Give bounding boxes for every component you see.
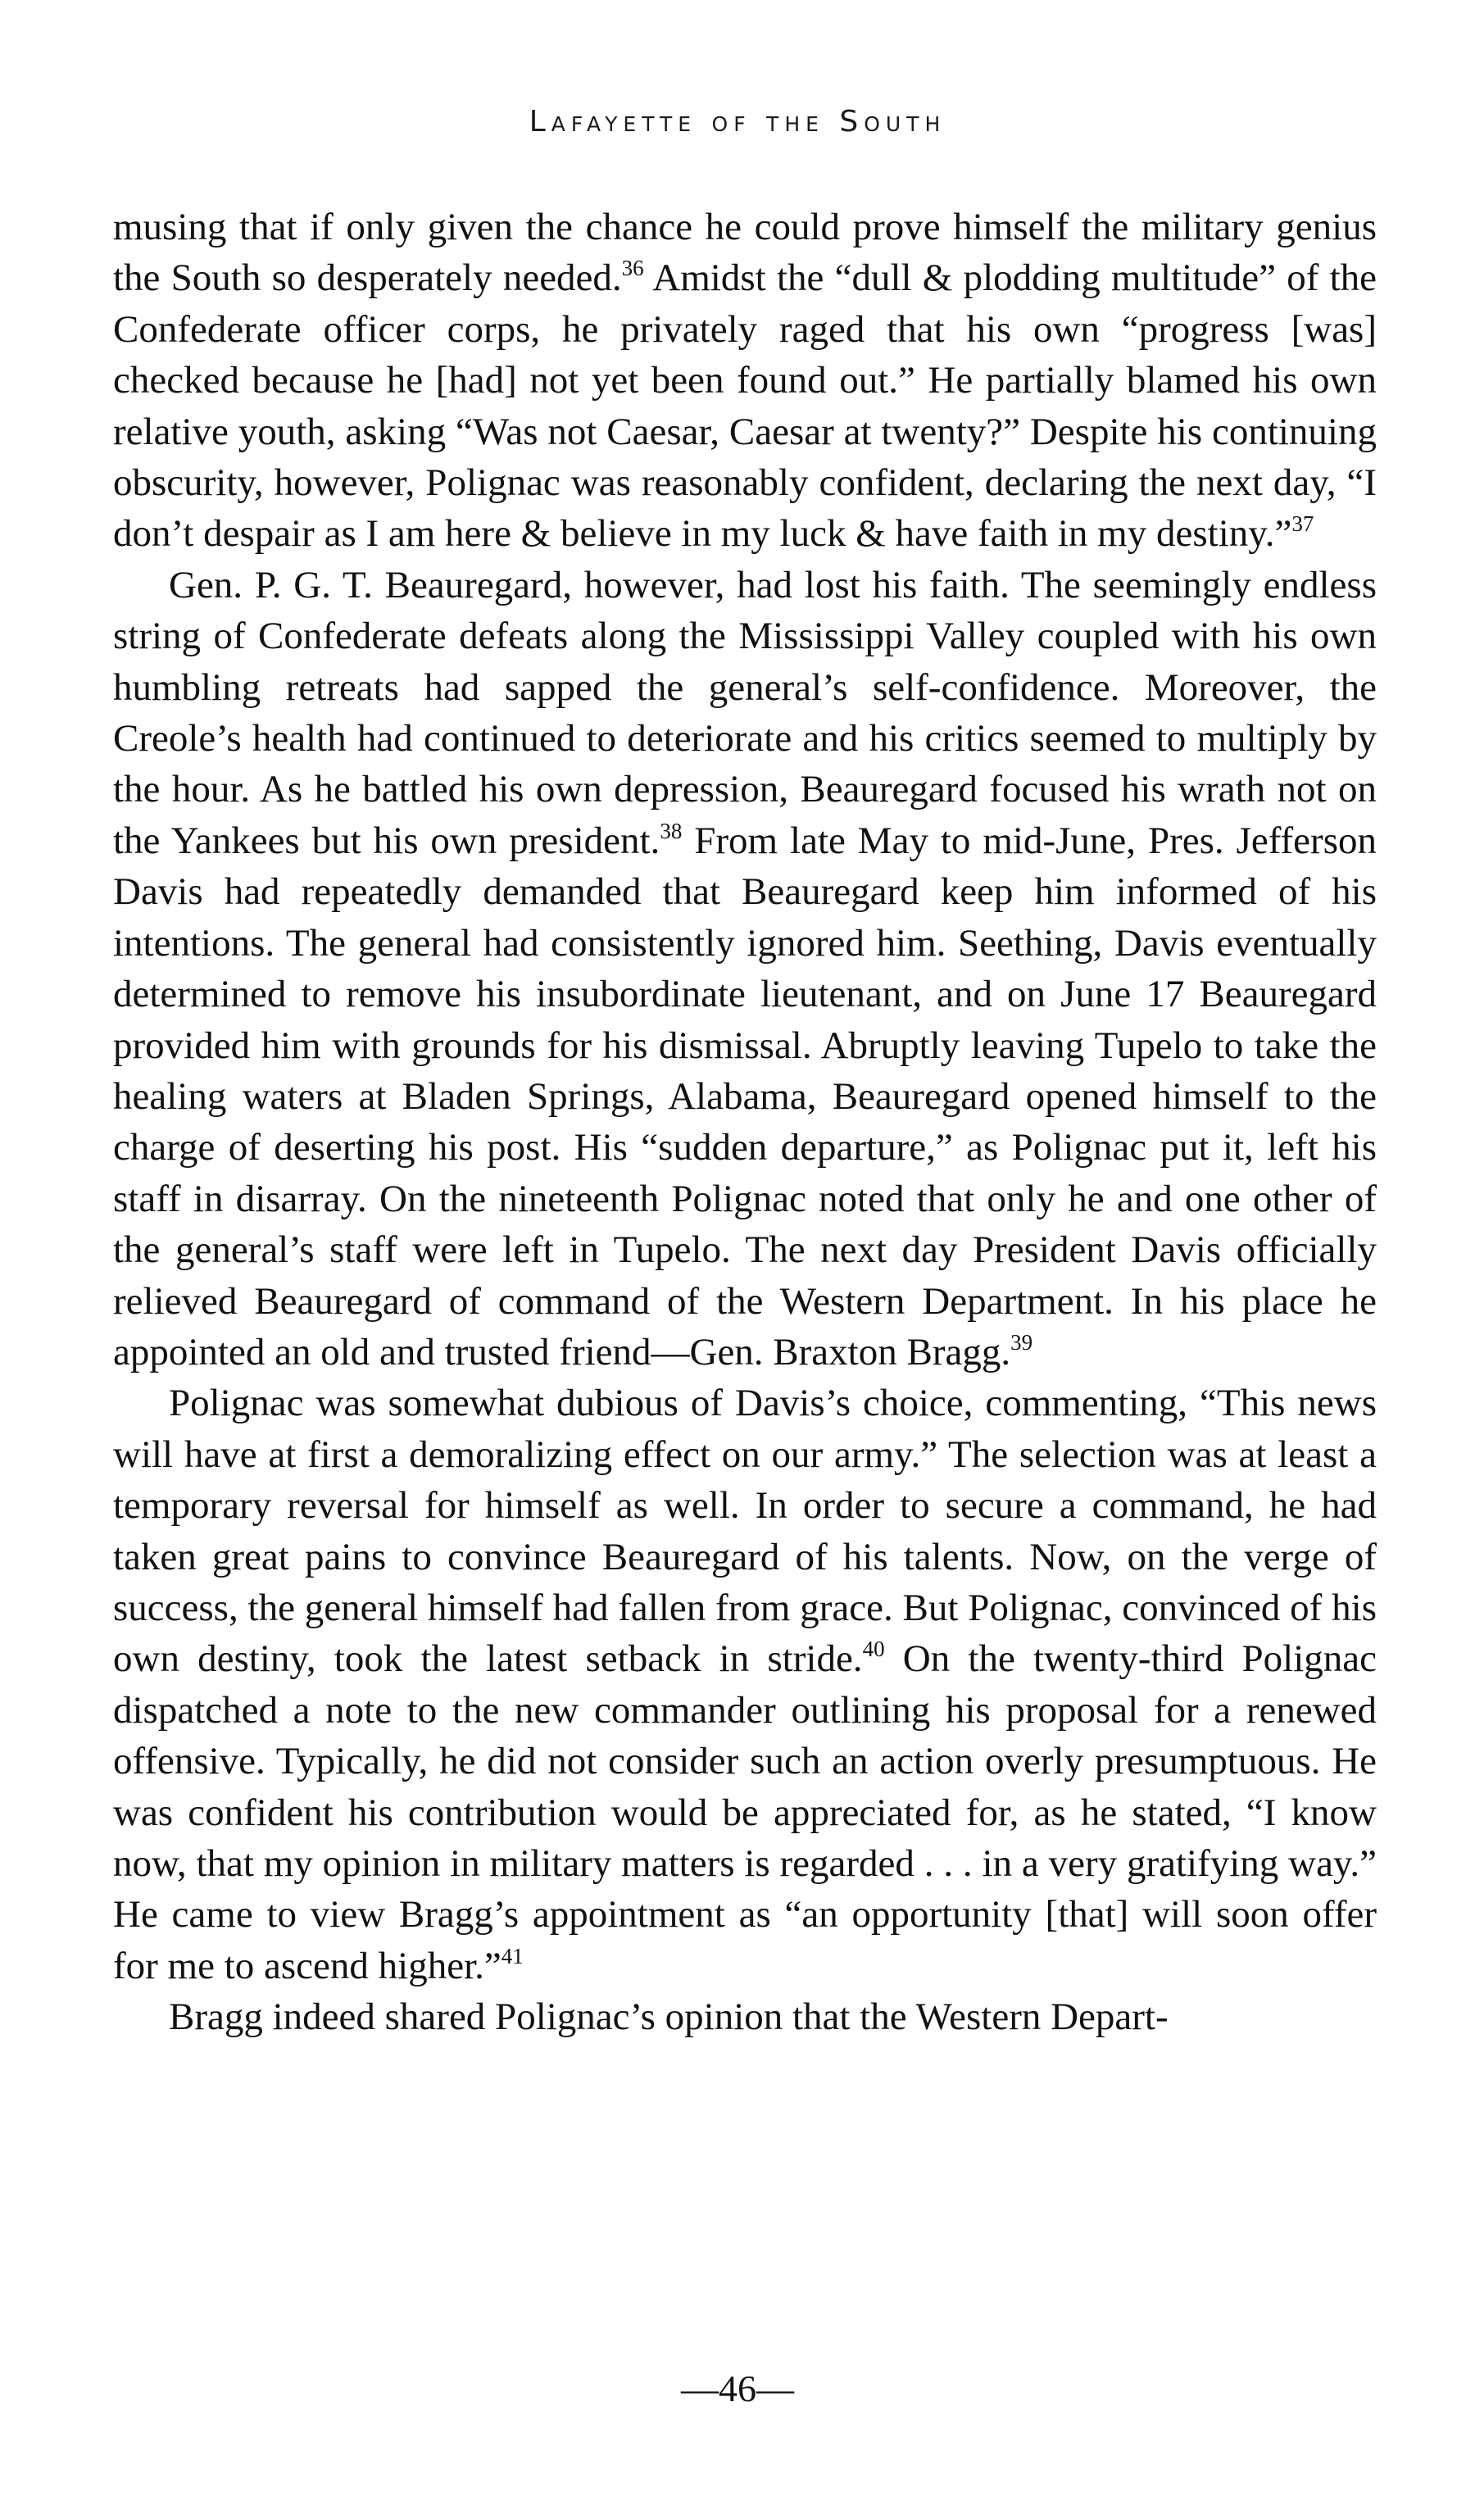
- text-run: Polignac was somewhat dubious of Davis’s choice, commenting, “This news will have at first a demoralizing effect on our army.” The selection was at least a temporary reversal for himself as well. In order to secure a command, he had taken great pains to convince Beauregard of his talents. Now, on the verge of success, the general himself had fallen from grace. But Polignac, convinced of his own destiny, took the latest setback in stride.: [113, 1382, 1377, 1681]
- running-head: Lafayette of the South: [529, 105, 946, 138]
- paragraph-4: [113, 1991, 1377, 2042]
- text-run: Gen. P. G. T. Beauregard, however, had lost his faith. The seemingly endless string of Confederate defeats along the Mississippi Valley coupled with his own humbling retreats had sapped the general’s self-confidence. Moreover, the Creole’s health had continued to deteriorate and his critics seemed to multiply by the hour. As he battled his own depression, Beauregard focused his wrath not on the Yankees but his own president.: [113, 563, 1377, 862]
- paragraph-2: [113, 560, 1377, 1378]
- body-text: [113, 202, 1377, 2043]
- page-number: —46—: [681, 2368, 794, 2409]
- footnote-marker[interactable]: 37: [1291, 511, 1314, 537]
- footnote-marker[interactable]: 40: [862, 1637, 885, 1662]
- text-run: Bragg indeed shared Polignac’s opinion that the Western Depart-: [169, 1996, 1169, 2039]
- footnote-marker[interactable]: 41: [501, 1943, 524, 1968]
- footnote-marker[interactable]: 36: [621, 256, 644, 281]
- paragraph-1: [113, 202, 1377, 560]
- text-run: On the twenty-third Polignac dispatched a note to the new commander outlining his proposal for a renewed offensive. Typically, he did not consider such an action overly presumptuous. He was confident his contribution would be appreciated for, as he stated, “I know now, that my opinion in military matters is regarded . . . in a very gratifying way.” He came to view Bragg’s appointment as “an opportunity [that] will soon offer for me to ascend higher.”: [113, 1637, 1377, 1987]
- text-run: musing that if only given the chance he could prove himself the military genius the South so desperately needed.: [113, 206, 1377, 300]
- footnote-marker[interactable]: 39: [1010, 1329, 1033, 1355]
- footnote-marker[interactable]: 38: [660, 818, 683, 843]
- text-run: From late May to mid-June, Pres. Jefferson Davis had repeatedly demanded that Beauregard keep him informed of his intentions. The general had consistently ignored him. Seething, Davis eventually determined to remove his insubordinate lieutenant, and on June 17 Beauregard provided him with grounds for his dismissal. Abruptly leaving Tupelo to take the healing waters at Bladen Springs, Alabama, Beauregard opened himself to the charge of deserting his post. His “sudden departure,” as Polignac put it, left his staff in disarray. On the nineteenth Polignac noted that only he and one other of the general’s staff were left in Tupelo. The next day President Davis officially relieved Beauregard of command of the Western Department. In his place he appointed an old and trusted friend—Gen. Braxton Bragg.: [113, 819, 1377, 1374]
- text-run: Amidst the “dull & plodding multitude” of the Confederate officer corps, he privately raged that his own “progress [was] checked because he [had] not yet been found out.” He partially blamed his own relative youth, asking “Was not Caesar, Caesar at twenty?” Despite his continuing obscurity, however, Polignac was reasonably confident, declaring the next day, “I don’t despair as I am here & believe in my luck & have faith in my destiny.”: [113, 257, 1377, 556]
- paragraph-3: [113, 1378, 1377, 1991]
